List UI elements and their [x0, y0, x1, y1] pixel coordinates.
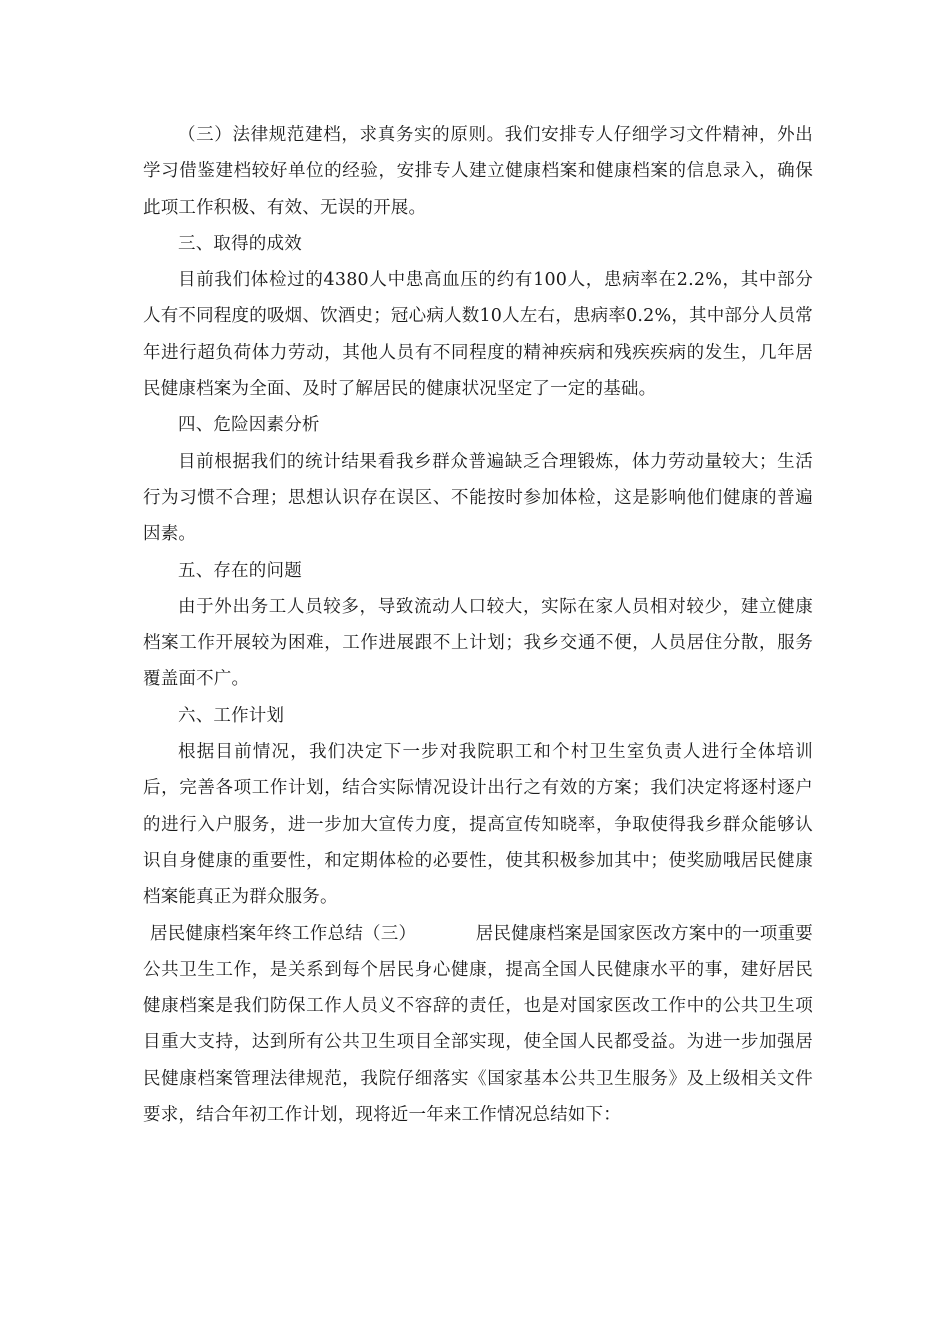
paragraph-principle-three: （三）法律规范建档，求真务实的原则。我们安排专人仔细学习文件精神，外出学习借鉴建档较好单位的经验，安排专人建立健康档案和健康档案的信息录入，确保此项工作积极、有效、无误的开展。	[143, 125, 813, 218]
summary-title: 居民健康档案年终工作总结（三）	[150, 923, 417, 944]
paragraph-work-plan: 根据目前情况，我们决定下一步对我院职工和个村卫生室负责人进行全体培训后，完善各项工作计划，结合实际情况设计出行之有效的方案；我们决定将逐村逐户的进行入户服务，进一步加大宣传力度，提高宣传知晓率，争取使得我乡群众能够认识自身健康的重要性，和定期体检的必要性，使其积极参加其中；使奖励哦居民健康档案能真正为群众服务。	[143, 742, 813, 908]
paragraph-risk-factors: 目前根据我们的统计结果看我乡群众普遍缺乏合理锻炼，体力劳动量较大；生活行为习惯不合理；思想认识存在误区、不能按时参加体检，这是影响他们健康的普遍因素。	[143, 451, 813, 545]
section-heading-problems: 五、存在的问题	[178, 560, 302, 581]
section-heading-risk-factors: 四、危险因素分析	[178, 415, 320, 436]
paragraph-results: 目前我们体检过的4380人中患高血压的约有100人，患病率在2.2%，其中部分人有不同程度的吸烟、饮酒史；冠心病人数10人左右，患病率0.2%，其中部分人员常年进行超负荷体力劳动，其他人员有不同程度的精神疾病和残疾疾病的发生，几年居民健康档案为全面、及时了解居民的健康状况坚定了一定的基础。	[143, 270, 813, 400]
summary-intro: 居民健康档案是国家医改方案中的一项重要公共卫生工作，是关系到每个居民身心健康，提高全国人民健康水平的事，建好居民健康档案是我们防保工作人员义不容辞的责任，也是对国家医改工作中的公共卫生项目重大支持，达到所有公共卫生项目全部实现，使全国人民都受益。为进一步加强居民健康档案管理法律规范，我院仔细落实《国家基本公共卫生服务》及上级相关文件要求，结合年初工作计划，现将近一年来工作情况总结如下：	[143, 923, 813, 1126]
paragraph-problems: 由于外出务工人员较多，导致流动人口较大，实际在家人员相对较少，建立健康档案工作开展较为困难，工作进展跟不上计划；我乡交通不便，人员居住分散，服务覆盖面不广。	[143, 596, 813, 690]
document-body	[143, 117, 813, 1133]
section-heading-work-plan: 六、工作计划	[178, 705, 285, 726]
summary-paragraph	[143, 916, 813, 1134]
section-heading-results: 三、取得的成效	[178, 233, 302, 254]
